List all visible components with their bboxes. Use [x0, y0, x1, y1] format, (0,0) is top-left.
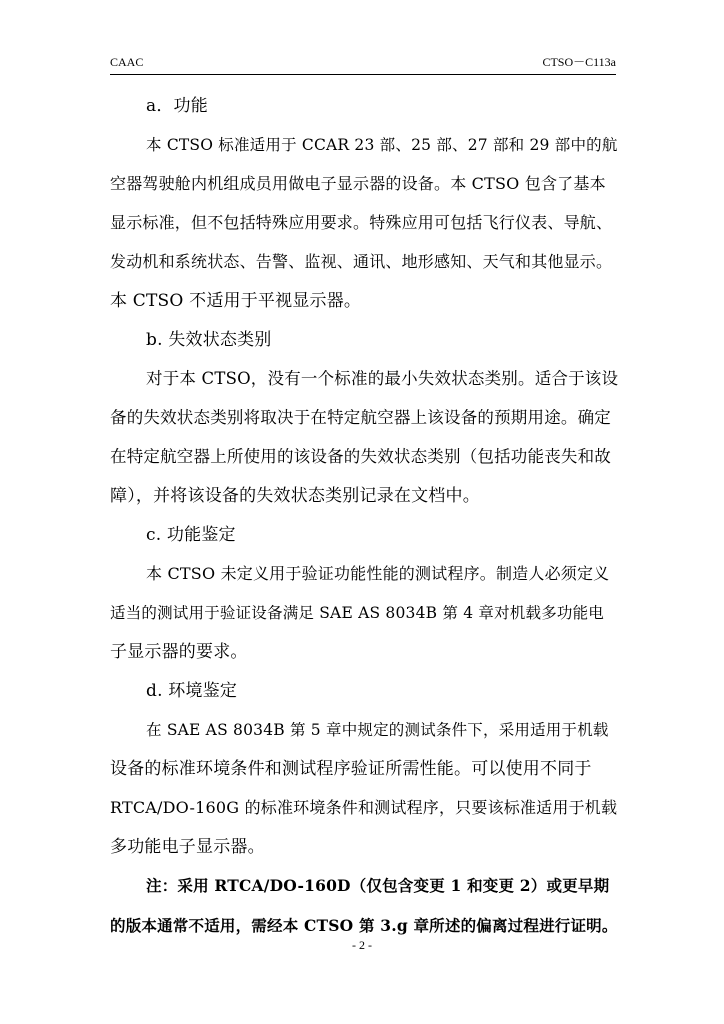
section-a-title: a．功能	[146, 96, 208, 116]
section-b-line: 备的失效状态类别将取决于在特定航空器上该设备的预期用途。确定	[110, 408, 611, 427]
section-d-line: 设备的标准环境条件和测试程序验证所需性能。可以使用不同于	[110, 759, 592, 779]
section-a-line: 显示标准，但不包括特殊应用要求。特殊应用可包括飞行仪表、导航、	[110, 213, 613, 232]
note-line: 注：采用 RTCA/DO-160D（仅包含变更 1 和变更 2）或更早期	[146, 876, 610, 895]
section-d-line: 多功能电子显示器。	[110, 837, 265, 857]
section-d-line: 在 SAE AS 8034B 第 5 章中规定的测试条件下，采用适用于机载	[146, 721, 609, 739]
section-b-line: 在特定航空器上所使用的该设备的失效状态类别（包括功能丧失和故	[110, 447, 611, 466]
section-c-line: 子显示器的要求。	[110, 642, 248, 662]
note-line: 的版本通常不适用，需经本 CTSO 第 3.g 章所述的偏离过程进行证明。	[110, 916, 618, 935]
page-number: - 2 -	[352, 938, 372, 952]
header-rule	[110, 74, 616, 75]
section-c-line: 适当的测试用于验证设备满足 SAE AS 8034B 第 4 章对机载多功能电	[110, 604, 605, 622]
page-header	[110, 52, 616, 70]
header-left-text: CAAC	[110, 55, 144, 69]
section-a-line: 空器驾驶舱内机组成员用做电子显示器的设备。本 CTSO 包含了基本	[110, 174, 606, 193]
section-d-line: RTCA/DO-160G 的标准环境条件和测试程序，只要该标准适用于机载	[110, 798, 618, 817]
section-c-line: 本 CTSO 未定义用于验证功能性能的测试程序。制造人必须定义	[146, 564, 610, 583]
header-right-text: CTSO－C113a	[542, 55, 616, 69]
section-a-line: 发动机和系统状态、告警、监视、通讯、地形感知、天气和其他显示。	[110, 252, 613, 271]
section-b-title: b. 失效状态类别	[146, 330, 272, 350]
section-d-title: d. 环境鉴定	[146, 681, 238, 701]
section-a-line: 本 CTSO 标准适用于 CCAR 23 部、25 部、27 部和 29 部中的航	[146, 136, 618, 154]
section-c-title: c. 功能鉴定	[146, 525, 236, 545]
section-a-line: 本 CTSO 不适用于平视显示器。	[110, 291, 362, 311]
section-b-line: 对于本 CTSO，没有一个标准的最小失效状态类别。适合于该设	[146, 369, 619, 388]
section-b-line: 障），并将该设备的失效状态类别记录在文档中。	[110, 486, 480, 506]
